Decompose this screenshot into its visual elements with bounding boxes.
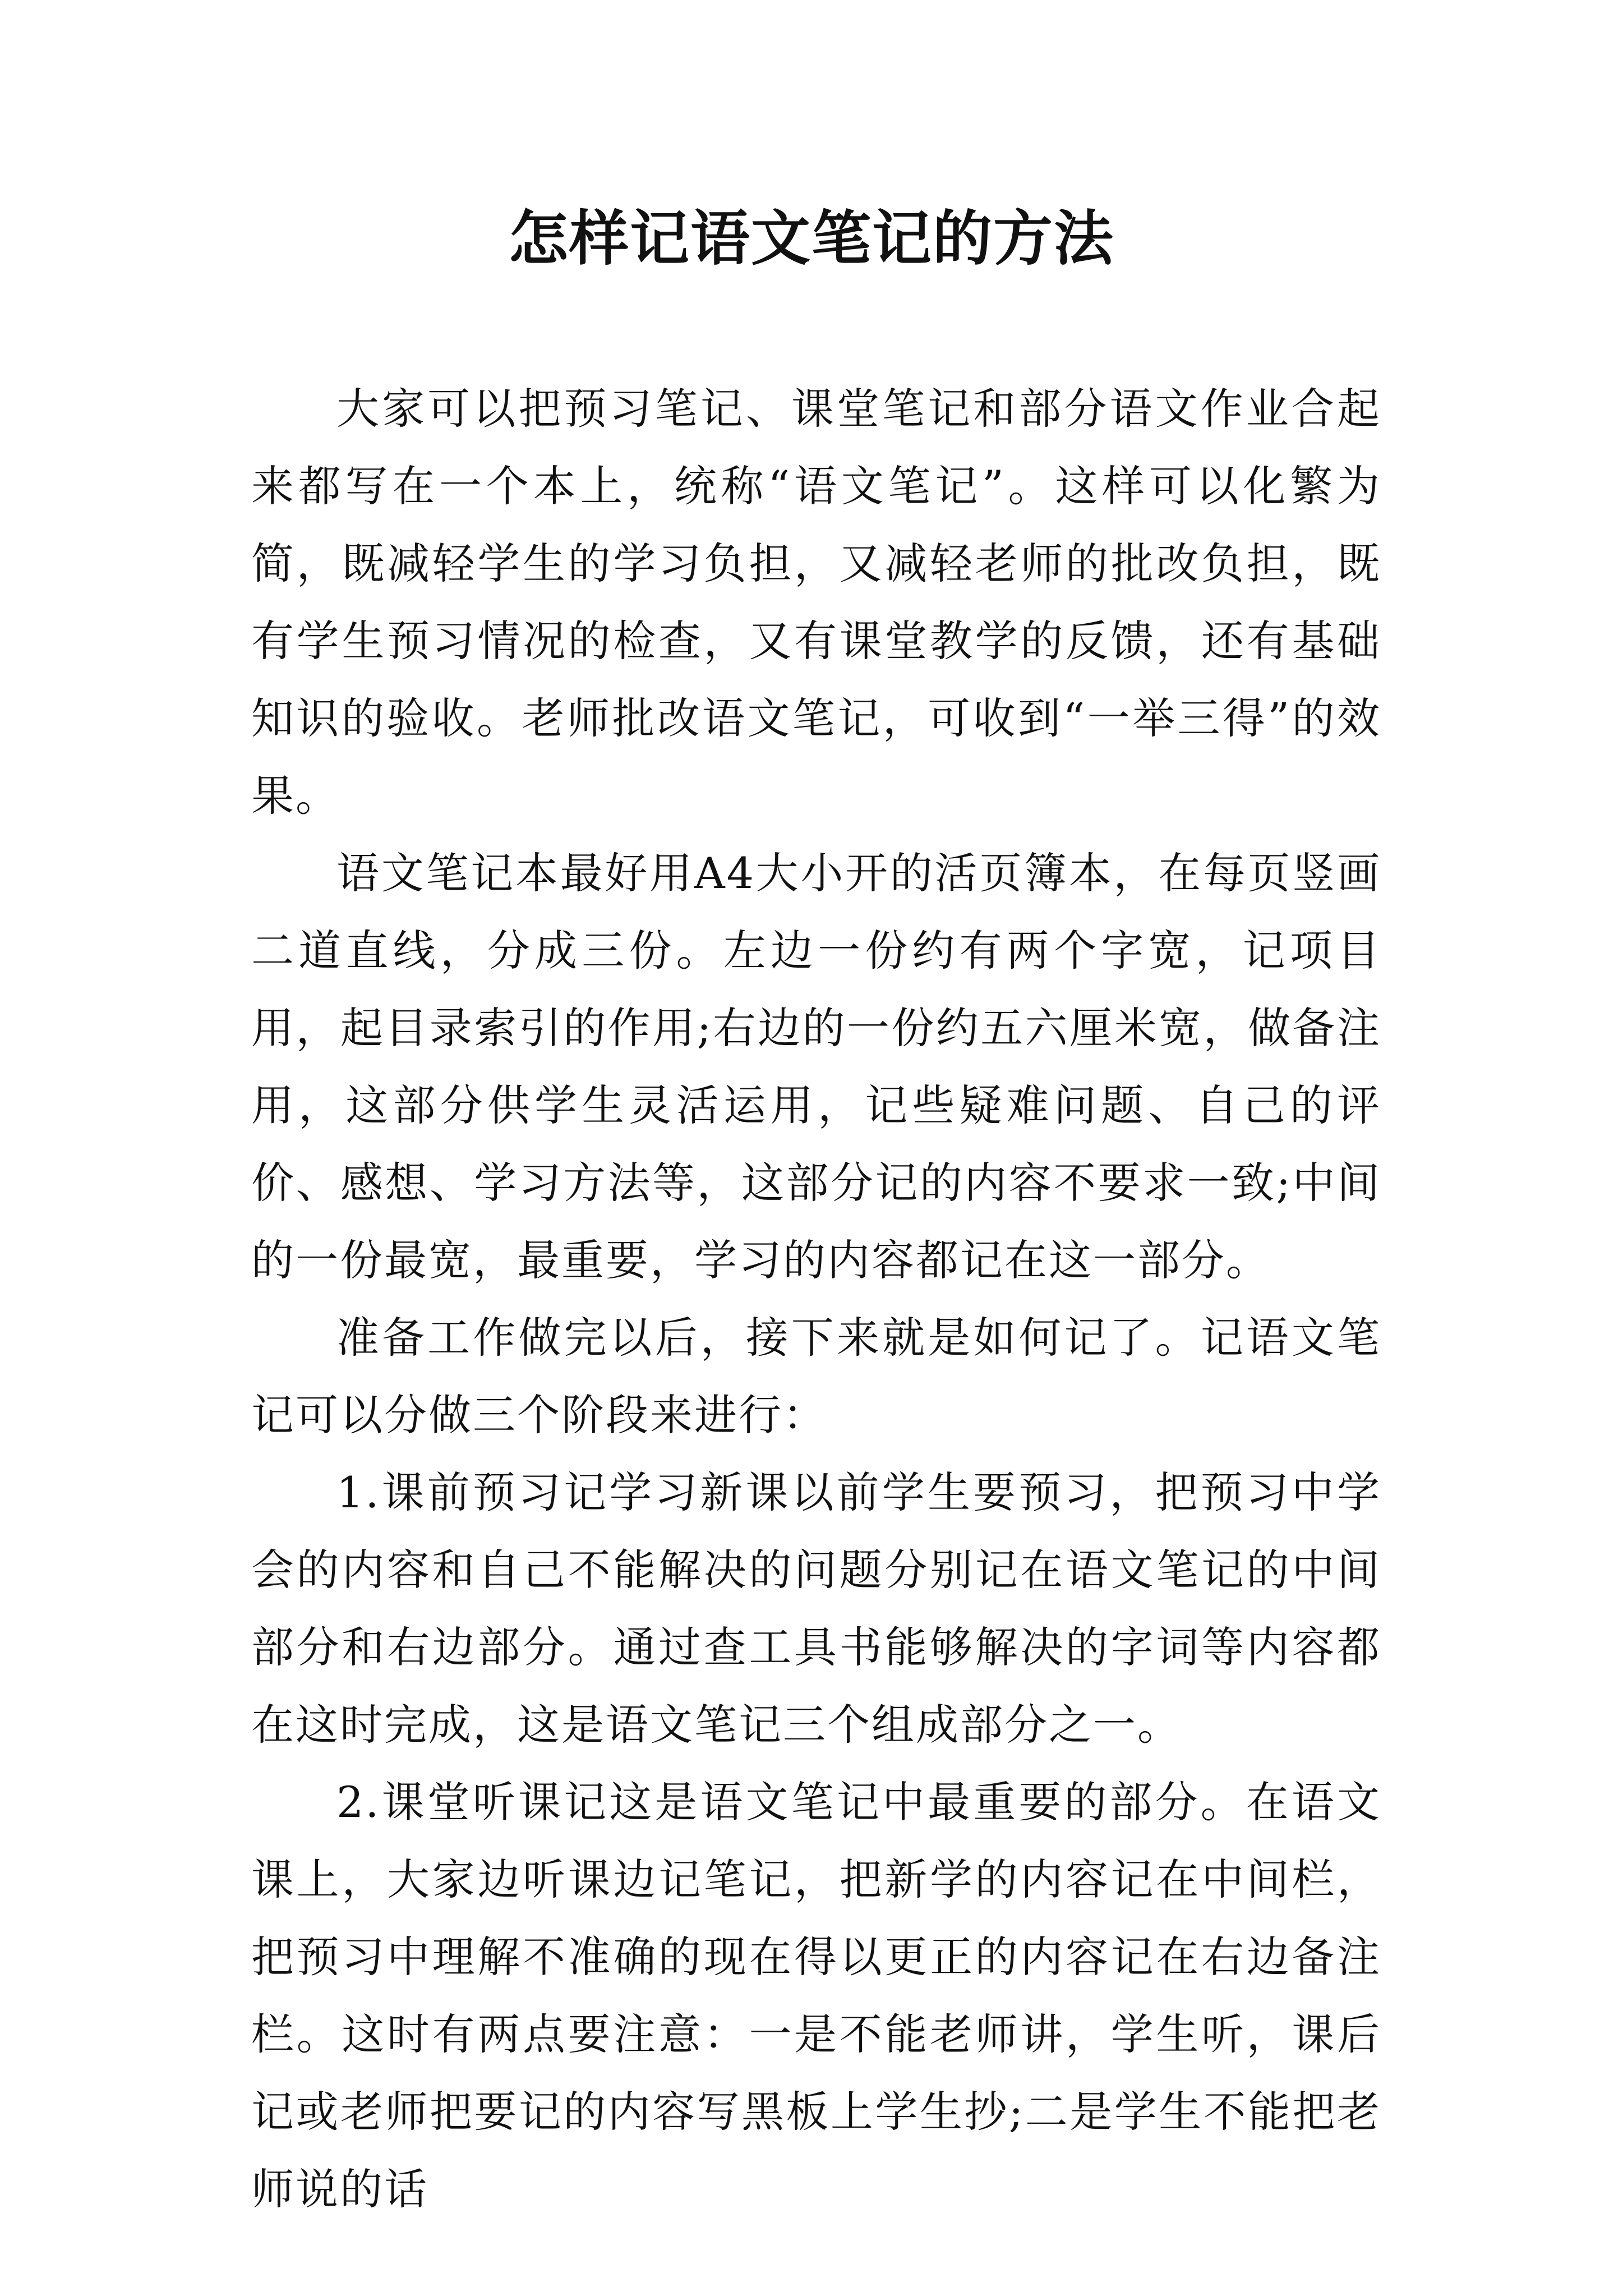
paragraph-1: 大家可以把预习笔记、课堂笔记和部分语文作业合起来都写在一个本上，统称“语文笔记”。这样可以化繁为简，既减轻学生的学习负担，又减轻老师的批改负担，既有学生预习情况的检查，又有课堂教学的反馈，还有基础知识的验收。老师批改语文笔记，可收到“一举三得”的效果。 bbox=[251, 384, 1381, 821]
paragraph-5: 2.课堂听课记这是语文笔记中最重要的部分。在语文课上，大家边听课边记笔记，把新学的内容记在中间栏，把预习中理解不准确的现在得以更正的内容记在右边备注栏。这时有两点要注意：一是不能老师讲，学生听，课后记或老师把要记的内容写黑板上学生抄;二是学生不能把老师说的话 bbox=[251, 1777, 1381, 2214]
document-body bbox=[251, 370, 1381, 2228]
document-title: 怎样记语文笔记的方法 bbox=[509, 203, 1114, 273]
paragraph-3: 准备工作做完以后，接下来就是如何记了。记语文笔记可以分做三个阶段来进行： bbox=[251, 1313, 1381, 1440]
paragraph-4: 1.课前预习记学习新课以前学生要预习，把预习中学会的内容和自己不能解决的问题分别记在语文笔记的中间部分和右边部分。通过查工具书能够解决的字词等内容都在这时完成，这是语文笔记三个组成部分之一。 bbox=[251, 1467, 1381, 1750]
paragraph-2: 语文笔记本最好用A4大小开的活页簿本，在每页竖画二道直线，分成三份。左边一份约有两个字宽，记项目用，起目录索引的作用;右边的一份约五六厘米宽，做备注用，这部分供学生灵活运用，记些疑难问题、自己的评价、感想、学习方法等，这部分记的内容不要求一致;中间的一份最宽，最重要，学习的内容都记在这一部分。 bbox=[251, 848, 1381, 1285]
